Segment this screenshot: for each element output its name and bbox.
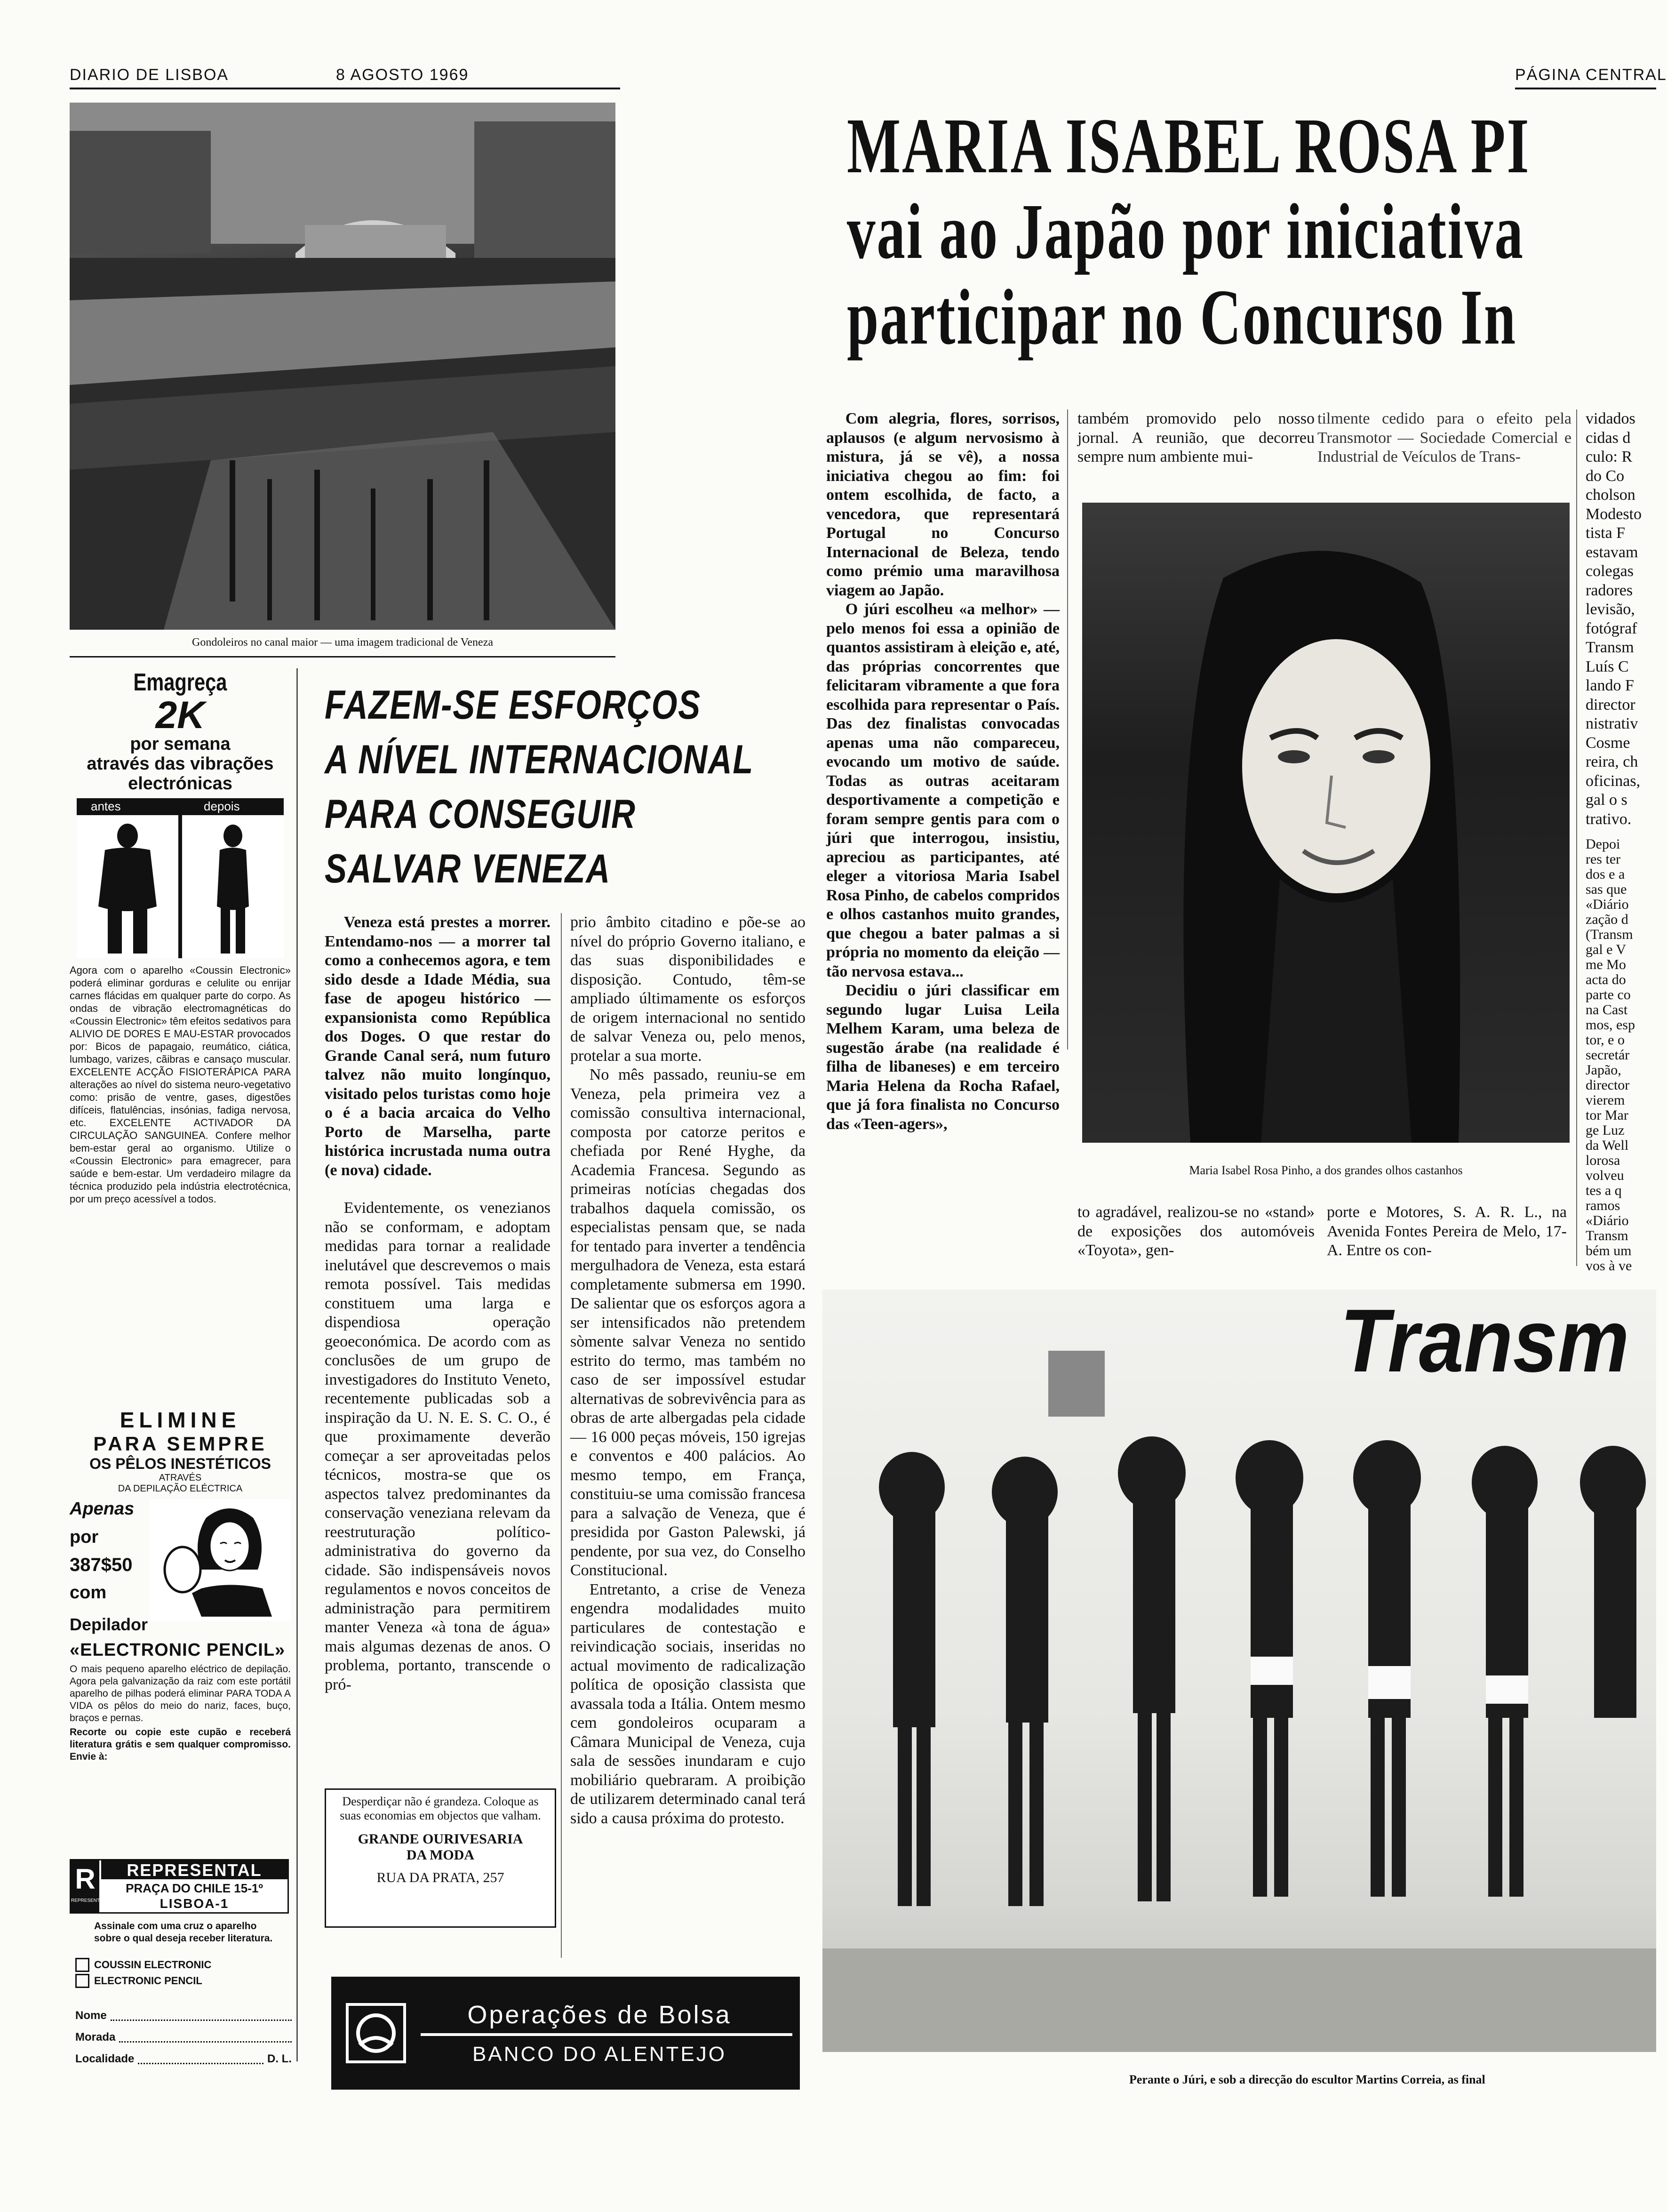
field-name-label: Nome bbox=[75, 2009, 107, 2022]
venice-col-1 bbox=[325, 913, 550, 1770]
banco-divider bbox=[421, 2033, 792, 2036]
representa-address: PRAÇA DO CHILE 15-1º bbox=[126, 1881, 263, 1895]
col4a-line-12: Transm bbox=[1586, 639, 1634, 656]
masthead-rule-right bbox=[1515, 88, 1656, 89]
venice-col1-para-2: Evidentemente, os venezianos não se conformam, e adoptam medidas para tornar a realidade inelutável que descrevemos o mais remota possível. Tais medidas constituem uma larga e dispendiosa operação geoeconómica. De acordo com as conclusões de um grupo de investigadores do Instituto Veneto, recentemente publicadas sob a inspiração da U. N. E. S. C. O., é que proximamente deverão começar a ser aproveitadas pelos técnicos, mostra-se que os aspectos talvez predominantes da conservação veneziana relevam da reestruturação político-administrativa do governo da cidade. São indispensáveis novos regulamentos e novos conceitos de administração para permitirem manter Veneza «à tona de água» mais algumas dezenas de anos. O problema, portanto, transcende o pró- bbox=[325, 1199, 550, 1693]
col4a-line-1: cidas d bbox=[1586, 429, 1631, 447]
headline-line-1: MARIA ISABEL ROSA PI bbox=[847, 102, 1531, 190]
pencil-ad-depilador: Depilador bbox=[70, 1615, 148, 1634]
col4a-line-19: oficinas, bbox=[1586, 772, 1641, 790]
masthead-rule-left bbox=[70, 88, 620, 89]
col4b-line-23: tes a q bbox=[1586, 1183, 1622, 1198]
ourivesaria-body: Desperdiçar não é grandeza. Coloque as suas economias em objectos que valham. bbox=[340, 1795, 541, 1822]
maria-col-rule-1 bbox=[1067, 409, 1068, 1050]
maria-col-4-b bbox=[1586, 837, 1656, 1279]
col4b-line-1: res ter bbox=[1586, 851, 1621, 867]
bank-logo-icon bbox=[345, 2003, 407, 2064]
col4b-line-4: «Diário bbox=[1586, 897, 1629, 912]
pencil-ad-line5: DA DEPILAÇÃO ELÉCTRICA bbox=[118, 1483, 243, 1494]
col4a-line-20: gal o s bbox=[1586, 791, 1627, 809]
col4b-line-9: acta do bbox=[1586, 972, 1626, 987]
col4b-line-0: Depoi bbox=[1586, 836, 1620, 852]
field-address-label: Morada bbox=[75, 2031, 116, 2044]
field-name-input[interactable] bbox=[111, 2005, 292, 2021]
col4a-line-8: colegas bbox=[1586, 562, 1634, 580]
col4a-line-18: reira, ch bbox=[1586, 753, 1638, 770]
venice-col1-para-1: Veneza está prestes a morrer. Entendamo-nos — a morrer tal como a conhecemos agora, e tem sido desde a Idade Média, sua fase de apogeu histórico — expansionista como República dos Doges. O que restar do Grande Canal será, num futuro talvez não muito longínquo, visitado pelos turistas como hoje o é a bacia arcaica do Velho Porto de Marselha, parte histórica incrustada numa outra (e nova) cidade. bbox=[325, 914, 550, 1179]
portrait-photo bbox=[1082, 503, 1570, 1143]
maria-col3-top-text: tilmente cedido para o efeito pela Transmotor — Sociedade Comercial e Industrial de Veículos de Trans- bbox=[1317, 410, 1571, 465]
venice-title-2: A NÍVEL INTERNACIONAL bbox=[325, 737, 754, 782]
col4a-line-16: nistrativ bbox=[1586, 715, 1638, 732]
ourivesaria-name-2: DA MODA bbox=[406, 1847, 475, 1863]
col4b-line-24: ramos bbox=[1586, 1198, 1620, 1213]
pencil-ad bbox=[70, 1407, 291, 1763]
col4b-line-17: vierem bbox=[1586, 1092, 1625, 1108]
pencil-ad-line4: ATRAVÉS bbox=[159, 1473, 202, 1483]
representa-city: LISBOA-1 bbox=[160, 1896, 229, 1911]
venice-col2-para-3: Entretanto, a crise de Veneza engendra modalidades muito particulares de contestação e reivindicação sociais, inseridas no actual movimento de radicalização política de oposição classista que avassala toda a Itália. Ontem mesmo cem gondoleiros ocuparam a Câmara Municipal de Veneza, cuja sala de sessões inundaram e cujo mobiliário quebraram. A proibição de utilizarem determinado canal terá sido a causa próxima do protesto. bbox=[570, 1580, 806, 1827]
col4b-line-11: na Cast bbox=[1586, 1002, 1628, 1018]
slim-ad-body: Agora com o aparelho «Coussin Electronic» poderá eliminar gorduras e celulite ou enrijar carnes flácidas em qualquer parte do corpo. As ondas de vibração electromagnéticas do «Coussin Electronic» têm efeitos sedativos para ALIVIO DE DORES E MAU-ESTAR provocados por: Bicos de papagaio, reumático, ciática, lumbago, varizes, cãibras e cansaço muscular. EXCELENTE ACÇÃO FISIOTERÁPICA PARA alterações ao nível do sistema neuro-vegetativo como: prisão de ventre, gases, digestões difíceis, flatulências, insónias, fadiga nervosa, etc. EXCELENTE ACTIVADOR DA CIRCULAÇÃO SANGUINEA. Confere melhor bem-estar geral ao organismo. Utilize o «Coussin Electronic» para emagrecer, para saúde e bem-estar. Um verdadeiro milagre da técnica produzido pela indústria electrotécnica, por um preço acessível a todos. bbox=[70, 964, 291, 1205]
slim-ad-sub1: por semana bbox=[130, 734, 231, 754]
col4b-line-6: (Transm bbox=[1586, 927, 1633, 942]
coupon-options bbox=[75, 1958, 282, 1988]
venice-photo-image bbox=[70, 103, 615, 630]
finalists-caption: Perante o Júri, e sob a direcção do escultor Martins Correia, as final bbox=[1129, 2073, 1485, 2086]
col4b-line-20: da Well bbox=[1586, 1138, 1629, 1153]
portrait-caption: Maria Isabel Rosa Pinho, a dos grandes olhos castanhos bbox=[1189, 1163, 1463, 1177]
pencil-ad-apenas: Apenas bbox=[70, 1499, 135, 1519]
venice-title-1: FAZEM-SE ESFORÇOS bbox=[325, 682, 701, 728]
field-address-input[interactable] bbox=[119, 2027, 292, 2043]
headline-line-3: participar no Concurso In bbox=[847, 273, 1517, 361]
pencil-ad-line1: ELIMINE bbox=[120, 1408, 241, 1432]
venice-title-3: PARA CONSEGUIR bbox=[325, 792, 636, 837]
col4b-line-7: gal e V bbox=[1586, 942, 1627, 957]
col4a-line-6: tista F bbox=[1586, 524, 1626, 542]
maria-col-3-bottom bbox=[1327, 1203, 1567, 1264]
representa-brand: REPRESENTAL bbox=[101, 1860, 287, 1879]
banco-service: Operações de Bolsa bbox=[467, 2001, 732, 2029]
finalists-photo-image bbox=[822, 1290, 1656, 2052]
col4a-line-14: lando F bbox=[1586, 677, 1634, 694]
maria-col-3-top bbox=[1317, 409, 1571, 485]
col4a-line-13: Luís C bbox=[1586, 657, 1629, 675]
col4b-line-18: tor Mar bbox=[1586, 1107, 1628, 1123]
col4b-line-28: vos à ve bbox=[1586, 1258, 1632, 1274]
label-before: antes bbox=[91, 799, 121, 813]
finalists-photo bbox=[822, 1290, 1656, 2052]
col4a-line-11: fotógraf bbox=[1586, 619, 1637, 637]
slim-ad-sub2: através das vibrações bbox=[87, 754, 274, 774]
col4b-line-10: parte co bbox=[1586, 987, 1631, 1002]
slim-ad-sub3: electrónicas bbox=[128, 774, 232, 793]
representa-box bbox=[70, 1859, 289, 1914]
label-after: depois bbox=[204, 799, 240, 813]
maria-col-1 bbox=[826, 409, 1060, 1133]
col4a-line-2: culo: R bbox=[1586, 448, 1633, 465]
col4b-line-2: dos e a bbox=[1586, 866, 1625, 882]
venice-title-4: SALVAR VENEZA bbox=[325, 846, 611, 891]
pencil-ad-line2: PARA SEMPRE bbox=[93, 1433, 267, 1455]
pencil-ad-com: com bbox=[70, 1583, 107, 1603]
maria-col2-top-text: também promovido pelo nosso jornal. A reunião, que decorreu sempre num ambiente mui- bbox=[1077, 410, 1315, 465]
maria-col1-para-3: Decidiu o júri classificar em segundo lugar Luisa Leila Melhem Karam, uma beleza de sugestão árabe (na realidade é filha de libaneses) e em terceiro Maria Helena da Rocha Rafael, que já fora finalista no Concurso das «Teen-agers», bbox=[826, 982, 1060, 1133]
pencil-ad-coupon-note: Recorte ou copie este cupão e receberá literatura grátis e sem qualquer compromisso. Envie à: bbox=[70, 1727, 291, 1762]
slim-ad-big: 2K bbox=[155, 694, 205, 737]
venice-photo-caption: Gondoleiros no canal maior — uma imagem tradicional de Veneza bbox=[191, 636, 493, 649]
col4a-line-15: director bbox=[1586, 696, 1635, 713]
col4b-line-3: sas que bbox=[1586, 882, 1627, 897]
representa-logo-caption: REPRESENTAL bbox=[71, 1898, 105, 1903]
issue-date: 8 AGOSTO 1969 bbox=[336, 66, 469, 84]
col4b-line-22: volveu bbox=[1586, 1168, 1624, 1183]
venice-photo bbox=[70, 103, 615, 630]
venice-col2-para-1: prio âmbito citadino e põe-se ao nível do próprio Governo italiano, e das suas disponibilidades e disposição. Contudo, têm-se ampliado últimamente os esforços de origem internacional no sentido de salvar Veneza ou, pelo menos, protelar a sua morte. bbox=[570, 914, 806, 1065]
col4b-line-15: Japão, bbox=[1586, 1062, 1621, 1078]
col4b-line-21: lorosa bbox=[1586, 1153, 1620, 1168]
coussin-option-label: COUSSIN ELECTRONIC bbox=[94, 1959, 212, 1971]
pencil-ad-line3: OS PÊLOS INESTÉTICOS bbox=[89, 1455, 271, 1472]
col4b-line-27: bém um bbox=[1586, 1243, 1632, 1258]
pencil-ad-name: «ELECTRONIC PENCIL» bbox=[70, 1640, 286, 1660]
field-city-input[interactable] bbox=[138, 2048, 263, 2064]
maria-col2-bottom-text: to agradável, realizou-se no «stand» de exposições dos automóveis «Toyota», gen- bbox=[1077, 1203, 1315, 1259]
ourivesaria-ad bbox=[325, 1788, 556, 1928]
venice-col-2 bbox=[570, 913, 806, 1939]
col4a-line-7: estavam bbox=[1586, 543, 1638, 561]
portrait-photo-image bbox=[1082, 503, 1570, 1143]
coupon-code: D. L. bbox=[267, 2052, 292, 2065]
col4a-line-0: vidados bbox=[1586, 410, 1635, 427]
pencil-option-label: ELECTRONIC PENCIL bbox=[94, 1975, 202, 1987]
maria-col1-para-1: Com alegria, flores, sorrisos, aplausos (e algum nervosismo à mistura, já se vê), a nossa iniciativa chegou ao fim: foi ontem escolhida, de facto, a vencedora, que representará Portugal no Concurso Internacional de Beleza, tendo como prémio uma maravilhosa viagem ao Japão. bbox=[826, 410, 1060, 599]
maria-col1-para-2: O júri escolheu «a melhor» — pelo menos foi essa a opinião de quantos assistiram à eleição e, até, das próprias concorrentes que felicitaram vibramente a que fora escolhida para representar o País. Das dez finalistas convocadas apenas uma não compareceu, evocando um motivo de saúde. Todas as outras aceitaram desportivamente a competição e foram sempre gentis para com o júri que interrogou, insistiu, apreciou as participantes, até eleger a vitoriosa Maria Isabel Rosa Pinho, de cabelos compridos e olhos castanhos muito grandes, que chegou a bater palmas a si própria no momento da eleição — tão nervosa estava... bbox=[826, 601, 1060, 980]
maria-col-2-bottom bbox=[1077, 1203, 1315, 1264]
slim-ad-title: Emagreça bbox=[133, 669, 227, 696]
maria-col-4-a bbox=[1586, 409, 1656, 828]
venice-col2-para-2: No mês passado, reuniu-se em Veneza, pela primeira vez a comissão consultiva internacional, composta por catorze peritos e chefiada por René Hyghe, da Academia Francesa. Segundo as primeiras notícias chegadas dos trabalhos daquela comissão, os especialistas pensam que, se nada for tentado para inverter a tendência mergulhadora de Veneza, esta estará completamente submersa em 1990. De salientar que os esforços agora a ser intensificados não pretendem sòmente salvar Veneza no sentido estrito do termo, mas também no caso de ser impossível estudar alternativas de sobrevivência para as obras de arte albergadas pela cidade — 16 000 peças móveis, 150 igrejas e conventos e 400 palácios. Ao mesmo tempo, em França, constituiu-se uma comissão francesa para a salvação de Veneza, que é presidida por Gaston Palewski, já pendente, por sua vez, do Conselho Constitucional. bbox=[570, 1066, 806, 1579]
pencil-ad-por: por bbox=[70, 1527, 99, 1547]
col4a-line-9: radores bbox=[1586, 581, 1633, 599]
col4b-line-12: mos, esp bbox=[1586, 1017, 1635, 1033]
col4b-line-16: director bbox=[1586, 1077, 1630, 1093]
body-silhouette-icon bbox=[77, 798, 284, 958]
caption-rule bbox=[70, 656, 615, 657]
col4a-line-3: do Co bbox=[1586, 467, 1625, 485]
col4a-line-5: Modesto bbox=[1586, 505, 1642, 523]
maria-col-rule-3 bbox=[1576, 409, 1577, 1266]
col4b-line-8: me Mo bbox=[1586, 957, 1626, 972]
coupon-fields bbox=[75, 2005, 292, 2070]
section-label: PÁGINA CENTRAL bbox=[1515, 66, 1667, 84]
maria-col3-bottom-text: porte e Motores, S. A. R. L., na Avenida Fontes Pereira de Melo, 17-A. Entre os con- bbox=[1327, 1203, 1567, 1259]
paper-name: DIARIO DE LISBOA bbox=[70, 66, 229, 84]
col4b-line-13: tor, e o bbox=[1586, 1032, 1625, 1048]
col4a-line-4: cholson bbox=[1586, 486, 1635, 504]
ad-column-rule bbox=[296, 668, 298, 2061]
maria-col-2-top bbox=[1077, 409, 1315, 485]
transmotor-sign: Transm bbox=[1340, 1291, 1629, 1391]
col4a-line-21: trativo. bbox=[1586, 810, 1632, 828]
ourivesaria-address: RUA DA PRATA, 257 bbox=[376, 1870, 504, 1885]
slim-ad bbox=[70, 668, 291, 1265]
woman-with-mirror-icon bbox=[150, 1499, 291, 1621]
col4b-line-26: Transm bbox=[1586, 1228, 1628, 1243]
pencil-checkbox[interactable] bbox=[75, 1974, 89, 1988]
col4b-line-14: secretár bbox=[1586, 1047, 1630, 1063]
banco-ad bbox=[331, 1977, 800, 2090]
col4b-line-5: zação d bbox=[1586, 912, 1628, 927]
representa-logo bbox=[71, 1860, 105, 1912]
col4a-line-17: Cosme bbox=[1586, 734, 1630, 752]
pencil-ad-price: 387$50 bbox=[70, 1555, 133, 1575]
coussin-checkbox[interactable] bbox=[75, 1958, 89, 1972]
venice-col-rule bbox=[561, 913, 562, 1958]
field-city-label: Localidade bbox=[75, 2052, 135, 2065]
slim-ad-figures bbox=[77, 798, 284, 958]
headline-line-2: vai ao Japão por iniciativa bbox=[847, 188, 1524, 275]
col4b-line-25: «Diário bbox=[1586, 1213, 1629, 1228]
coupon-instructions: Assinale com uma cruz o aparelho sobre o qual deseja receber literatura. bbox=[94, 1921, 273, 1944]
ourivesaria-name-1: GRANDE OURIVESARIA bbox=[358, 1831, 523, 1847]
banco-name: BANCO DO ALENTEJO bbox=[472, 2043, 726, 2066]
representa-logo-letter: R bbox=[75, 1863, 96, 1895]
col4b-line-19: ge Luz bbox=[1586, 1122, 1625, 1138]
col4a-line-10: levisão, bbox=[1586, 601, 1635, 618]
pencil-ad-body: O mais pequeno aparelho eléctrico de depilação. Agora pela galvanização da raiz com este portátil aparelho de pilhas poderá eliminar PARA TODA A VIDA os pêlos do meio do nariz, faces, buço, braços e pernas. bbox=[70, 1664, 291, 1723]
